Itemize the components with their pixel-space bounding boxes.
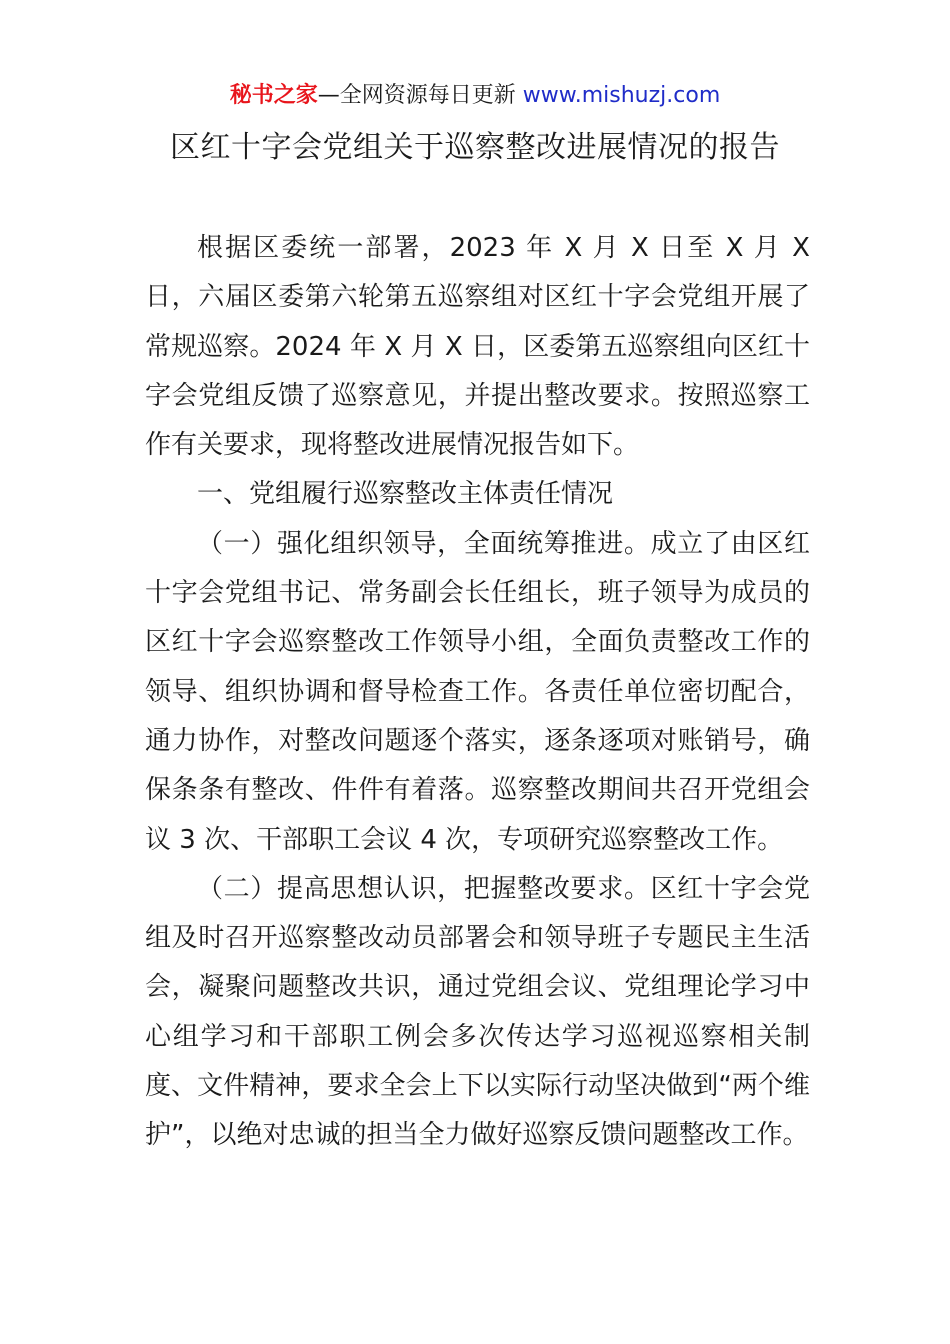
document-body xyxy=(145,224,810,1161)
paragraph-item-1: （一）强化组织领导，全面统筹推进。成立了由区红十字会党组书记、常务副会长任组长，班子领导为成员的区红十字会巡察整改工作领导小组，全面负责整改工作的领导、组织协调和督导检查工作。各责任单位密切配合，通力协作，对整改问题逐个落实，逐条逐项对账销号，确保条条有整改、件件有着落。巡察整改期间共召开党组会议 3 次、干部职工会议 4 次，专项研究巡察整改工作。 xyxy=(145,528,810,855)
paragraph-intro: 根据区委统一部署，2023 年 X 月 X 日至 X 月 X 日，六届区委第六轮第五巡察组对区红十字会党组开展了常规巡察。2024 年 X 月 X 日，区委第五巡察组向区红十字会党组反馈了巡察意见，并提出整改要求。按照巡察工作有关要求，现将整改进展情况报告如下。 xyxy=(145,233,810,461)
document-title: 区红十字会党组关于巡察整改进展情况的报告 xyxy=(170,130,780,165)
paragraph-item-2: （二）提高思想认识，把握整改要求。区红十字会党组及时召开巡察整改动员部署会和领导班子专题民主生活会，凝聚问题整改共识，通过党组会议、党组理论学习中心组学习和干部职工例会多次传达学习巡视巡察相关制度、文件精神，要求全会上下以实际行动坚决做到“两个维护”，以绝对忠诚的担当全力做好巡察反馈问题整改工作。 xyxy=(145,873,810,1151)
brand-name: 秘书之家 xyxy=(229,83,318,108)
section-heading-1: 一、党组履行巡察整改主体责任情况 xyxy=(197,479,614,510)
site-header xyxy=(0,80,950,112)
site-url-link[interactable]: www.mishuzj.com xyxy=(522,83,721,108)
header-tagline: —全网资源每日更新 xyxy=(317,83,523,108)
